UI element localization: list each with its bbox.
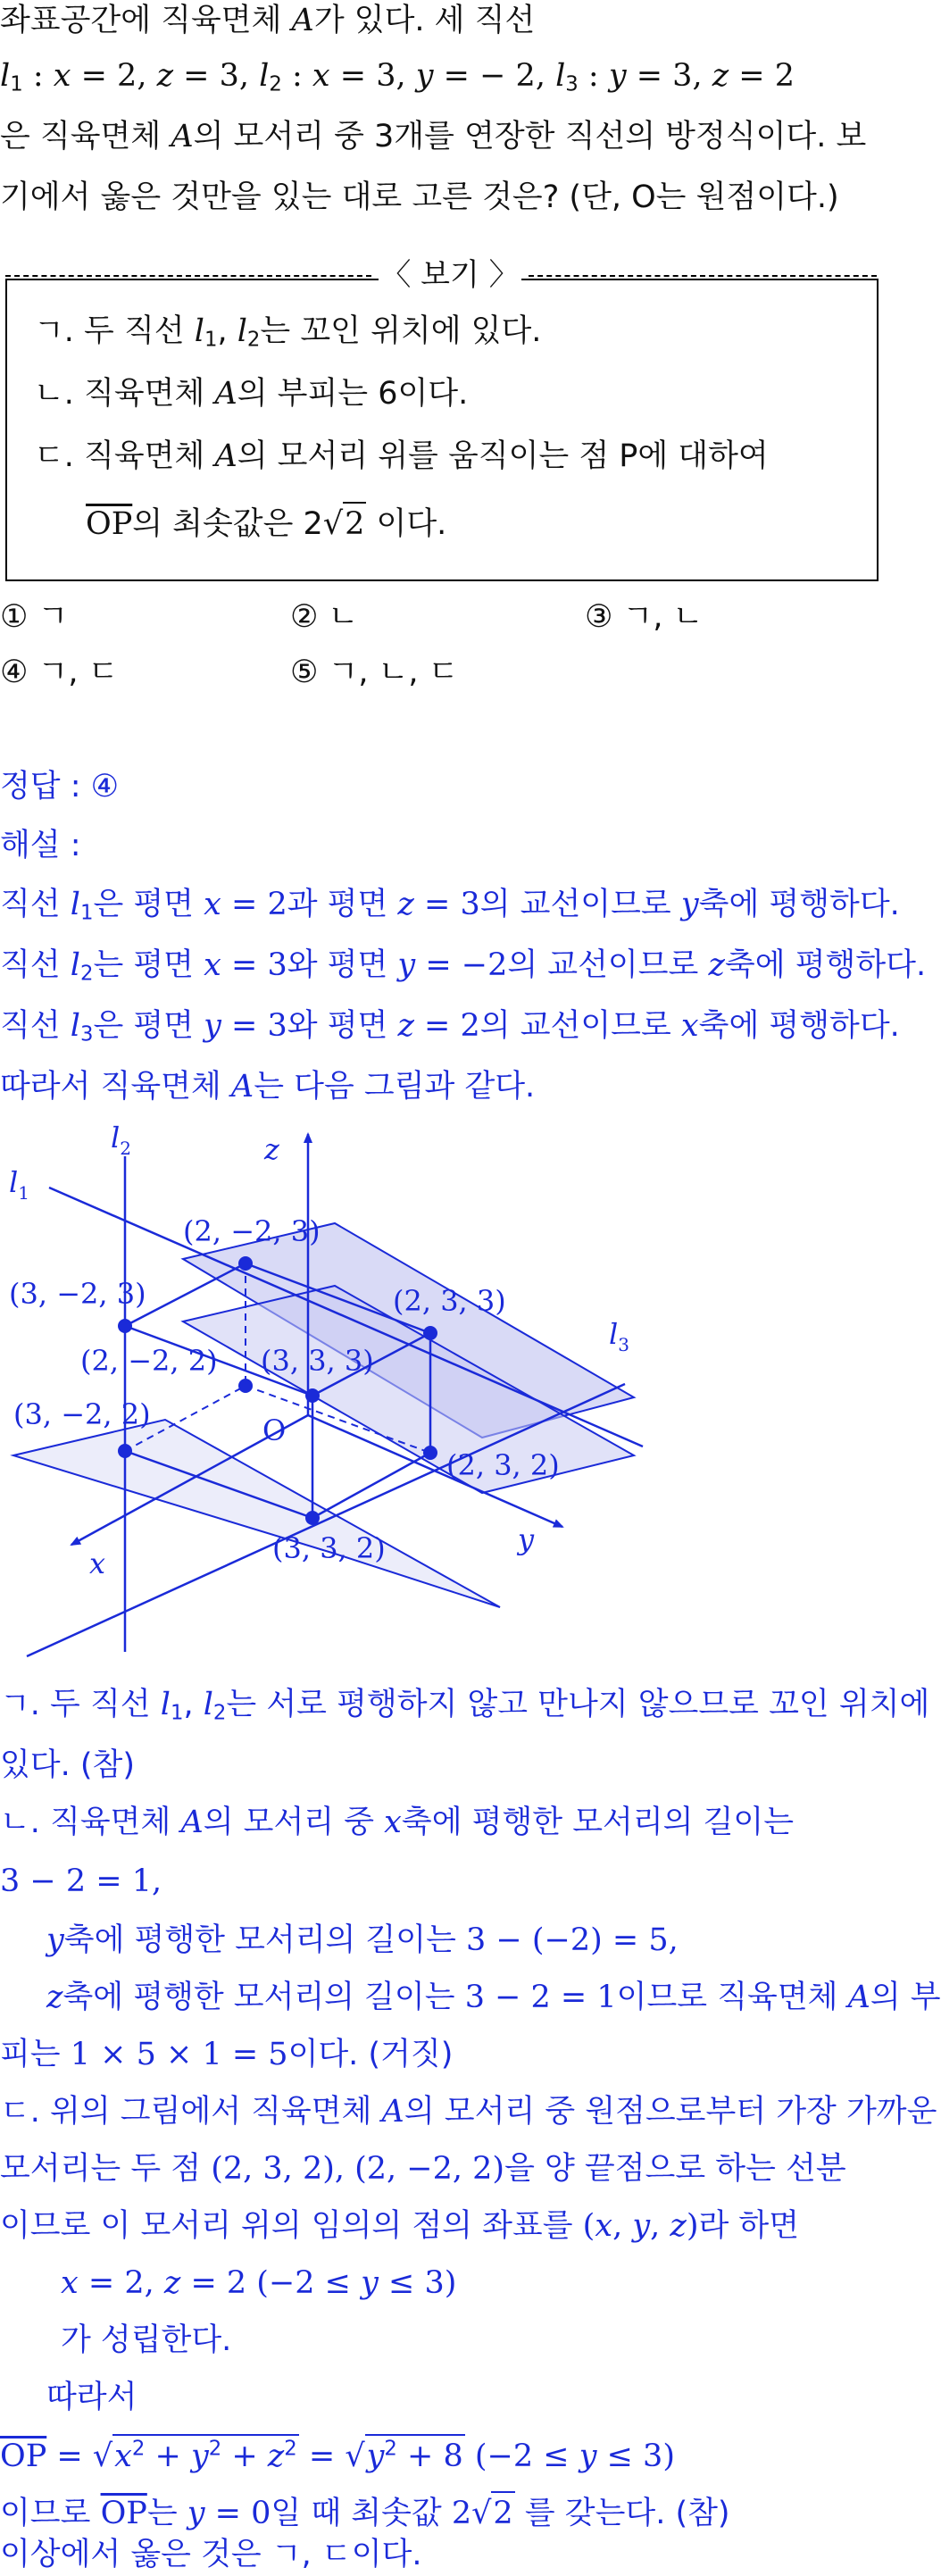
para-3: ㄴ. 직육면체 A의 모서리 중 x축에 평행한 모서리의 길이는 [0,1805,795,1840]
choice-1[interactable]: ① ㄱ [0,599,69,635]
choice-2[interactable]: ② ㄴ [290,599,359,635]
question-line-4: 기에서 옳은 것만을 있는 대로 고른 것은? (단, O는 원점이다.) [0,179,839,215]
boki-header-label: 〈 보기 〉 [379,257,521,293]
para-12: 가 성립한다. [61,2322,232,2358]
para-4: 3 − 2 = 1, [0,1863,162,1899]
boki-header [0,257,887,293]
para-10: 이므로 이 모서리 위의 임의의 점의 좌표를 (x, y, z)라 하면 [0,2208,800,2244]
label-l3: $l_3$ [609,1317,629,1355]
para-13: 따라서 [46,2380,137,2415]
question-line-1: 좌표공간에 직육면체 A가 있다. 세 직선 [0,3,536,38]
point-label-1: (2, −2, 3) [183,1214,321,1248]
choice-5[interactable]: ⑤ ㄱ, ㄴ, ㄷ [290,654,459,690]
label-x: x [89,1546,106,1580]
label-origin: O [262,1413,287,1447]
label-l2: $l_2$ [111,1121,131,1159]
para-14: $\overline{OP} = √x^2 + y^2 + z^2 = √y^2 + 8$ (−2 ≤ y ≤ 3) [0,2434,675,2477]
choice-4[interactable]: ④ ㄱ, ㄷ [0,654,119,690]
point-label-8: (3, 3, 2) [272,1531,386,1565]
boki-item-3-cont: $\overline{OP}$의 최솟값은 2√2 이다. [86,502,446,545]
para-7: 피는 1 × 5 × 1 = 5이다. (거짓) [0,2037,454,2072]
point-label-4: (2, −2, 2) [80,1344,218,1378]
para-5: y축에 평행한 모서리의 길이는 3 − (−2) = 5, [46,1922,679,1958]
point-label-6: (3, −2, 2) [13,1397,151,1431]
boki-item-2: ㄴ. 직육면체 A의 부피는 6이다. [34,376,469,412]
para-11: x = 2, z = 2 (−2 ≤ y ≤ 3) [61,2265,457,2301]
point-label-3: (2, 3, 3) [393,1284,506,1318]
label-l1: $l_1$ [9,1165,29,1204]
para-16: 이상에서 옳은 것은 ㄱ, ㄷ이다. [0,2537,422,2572]
solution-line-3: 직선 $l_3$은 평면 y = 3와 평면 z = 2의 교선이므로 x축에 평행하다. [0,1008,900,1046]
explanation-label: 해설 : [0,828,81,863]
question-line-2: $l_1$ : x = 2, z = 3, $l_2$ : x = 3, y = − 2, $l_3$ : y = 3, z = 2 [0,58,795,96]
boki-item-3: ㄷ. 직육면체 A의 모서리 위를 움직이는 점 P에 대하여 [34,438,769,474]
para-1: ㄱ. 두 직선 $l_1$, $l_2$는 서로 평행하지 않고 만나지 않으므로 꼬인 위치에 [0,1687,930,1725]
boki-item-1: ㄱ. 두 직선 $l_1$, $l_2$는 꼬인 위치에 있다. [34,313,542,352]
solution-line-1: 직선 $l_1$은 평면 x = 2과 평면 z = 3의 교선이므로 y축에 평행하다. [0,887,900,925]
para-8: ㄷ. 위의 그림에서 직육면체 A의 모서리 중 원점으로부터 가장 가까운 [0,2094,937,2130]
para-9: 모서리는 두 점 (2, 3, 2), (2, −2, 2)을 양 끝점으로 하는 선분 [0,2151,846,2187]
point-label-5: (3, 3, 3) [261,1344,374,1378]
para-6: z축에 평행한 모서리의 길이는 3 − 2 = 1이므로 직육면체 A의 부 [46,1980,941,2015]
label-y: y [518,1522,535,1556]
question-line-3: 은 직육면체 A의 모서리 중 3개를 연장한 직선의 방정식이다. 보 [0,119,867,154]
solution-line-4: 따라서 직육면체 A는 다음 그림과 같다. [0,1069,536,1105]
para-15: 이므로 $\overline{OP}$는 y = 0일 때 최솟값 2√2 를 갖는다. (참) [0,2491,730,2534]
point-label-7: (2, 3, 2) [446,1448,560,1482]
cuboid-figure [0,1107,887,1661]
point-label-2: (3, −2, 3) [9,1277,146,1311]
label-z: z [264,1132,279,1166]
answer-label: 정답 : ④ [0,769,120,804]
choice-3[interactable]: ③ ㄱ, ㄴ [585,599,704,635]
solution-line-2: 직선 $l_2$는 평면 x = 3와 평면 y = −2의 교선이므로 z축에 평행하다. [0,947,927,986]
para-2: 있다. (참) [0,1747,135,1783]
